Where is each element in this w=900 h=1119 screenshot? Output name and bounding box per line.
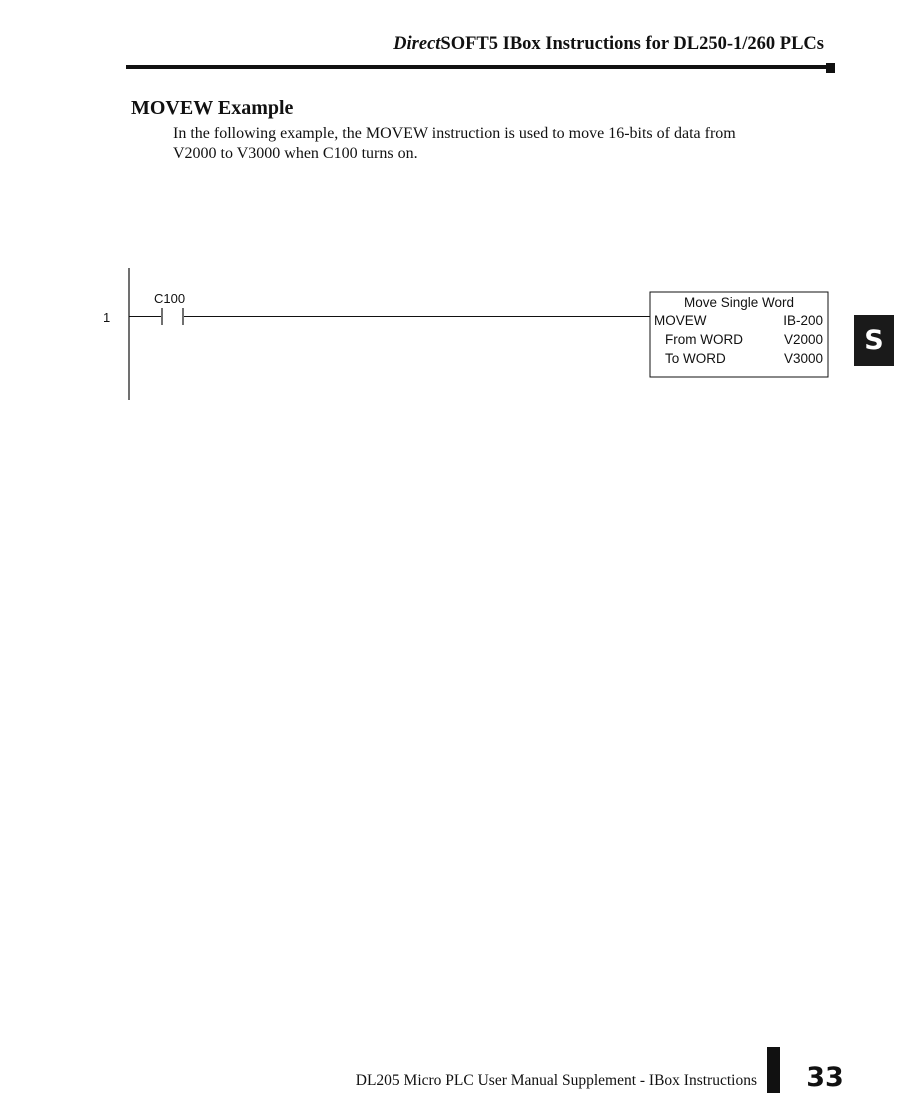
paragraph-line-1: In the following example, the MOVEW instruction is used to move 16-bits of data from xyxy=(173,125,736,142)
rung-number: 1 xyxy=(103,310,111,325)
ladder-diagram xyxy=(0,0,900,420)
section-heading: MOVEW Example xyxy=(131,97,294,119)
ibox-to-label: To WORD xyxy=(665,351,726,366)
ibox-from-value: V2000 xyxy=(783,332,823,347)
paragraph-line-2: V2000 to V3000 when C100 turns on. xyxy=(173,145,418,162)
ibox-from-label: From WORD xyxy=(665,332,743,347)
contact-label: C100 xyxy=(154,291,186,306)
ibox-to-value: V3000 xyxy=(783,351,823,366)
footer-bar xyxy=(767,1047,780,1093)
ibox-title: Move Single Word xyxy=(683,295,795,310)
footer-text: DL205 Micro PLC User Manual Supplement - IBox Instructions xyxy=(355,1072,757,1089)
section-tab xyxy=(854,315,894,366)
ibox-instruction: MOVEW xyxy=(654,313,707,328)
page-number: 33 xyxy=(806,1062,844,1093)
section-tab-label: S xyxy=(864,325,884,356)
header-title-text: SOFT5 IBox Instructions for DL250-1/260 PLCs xyxy=(440,34,824,54)
header-brand: Direct xyxy=(393,34,441,54)
ibox-number: IB-200 xyxy=(783,313,823,328)
